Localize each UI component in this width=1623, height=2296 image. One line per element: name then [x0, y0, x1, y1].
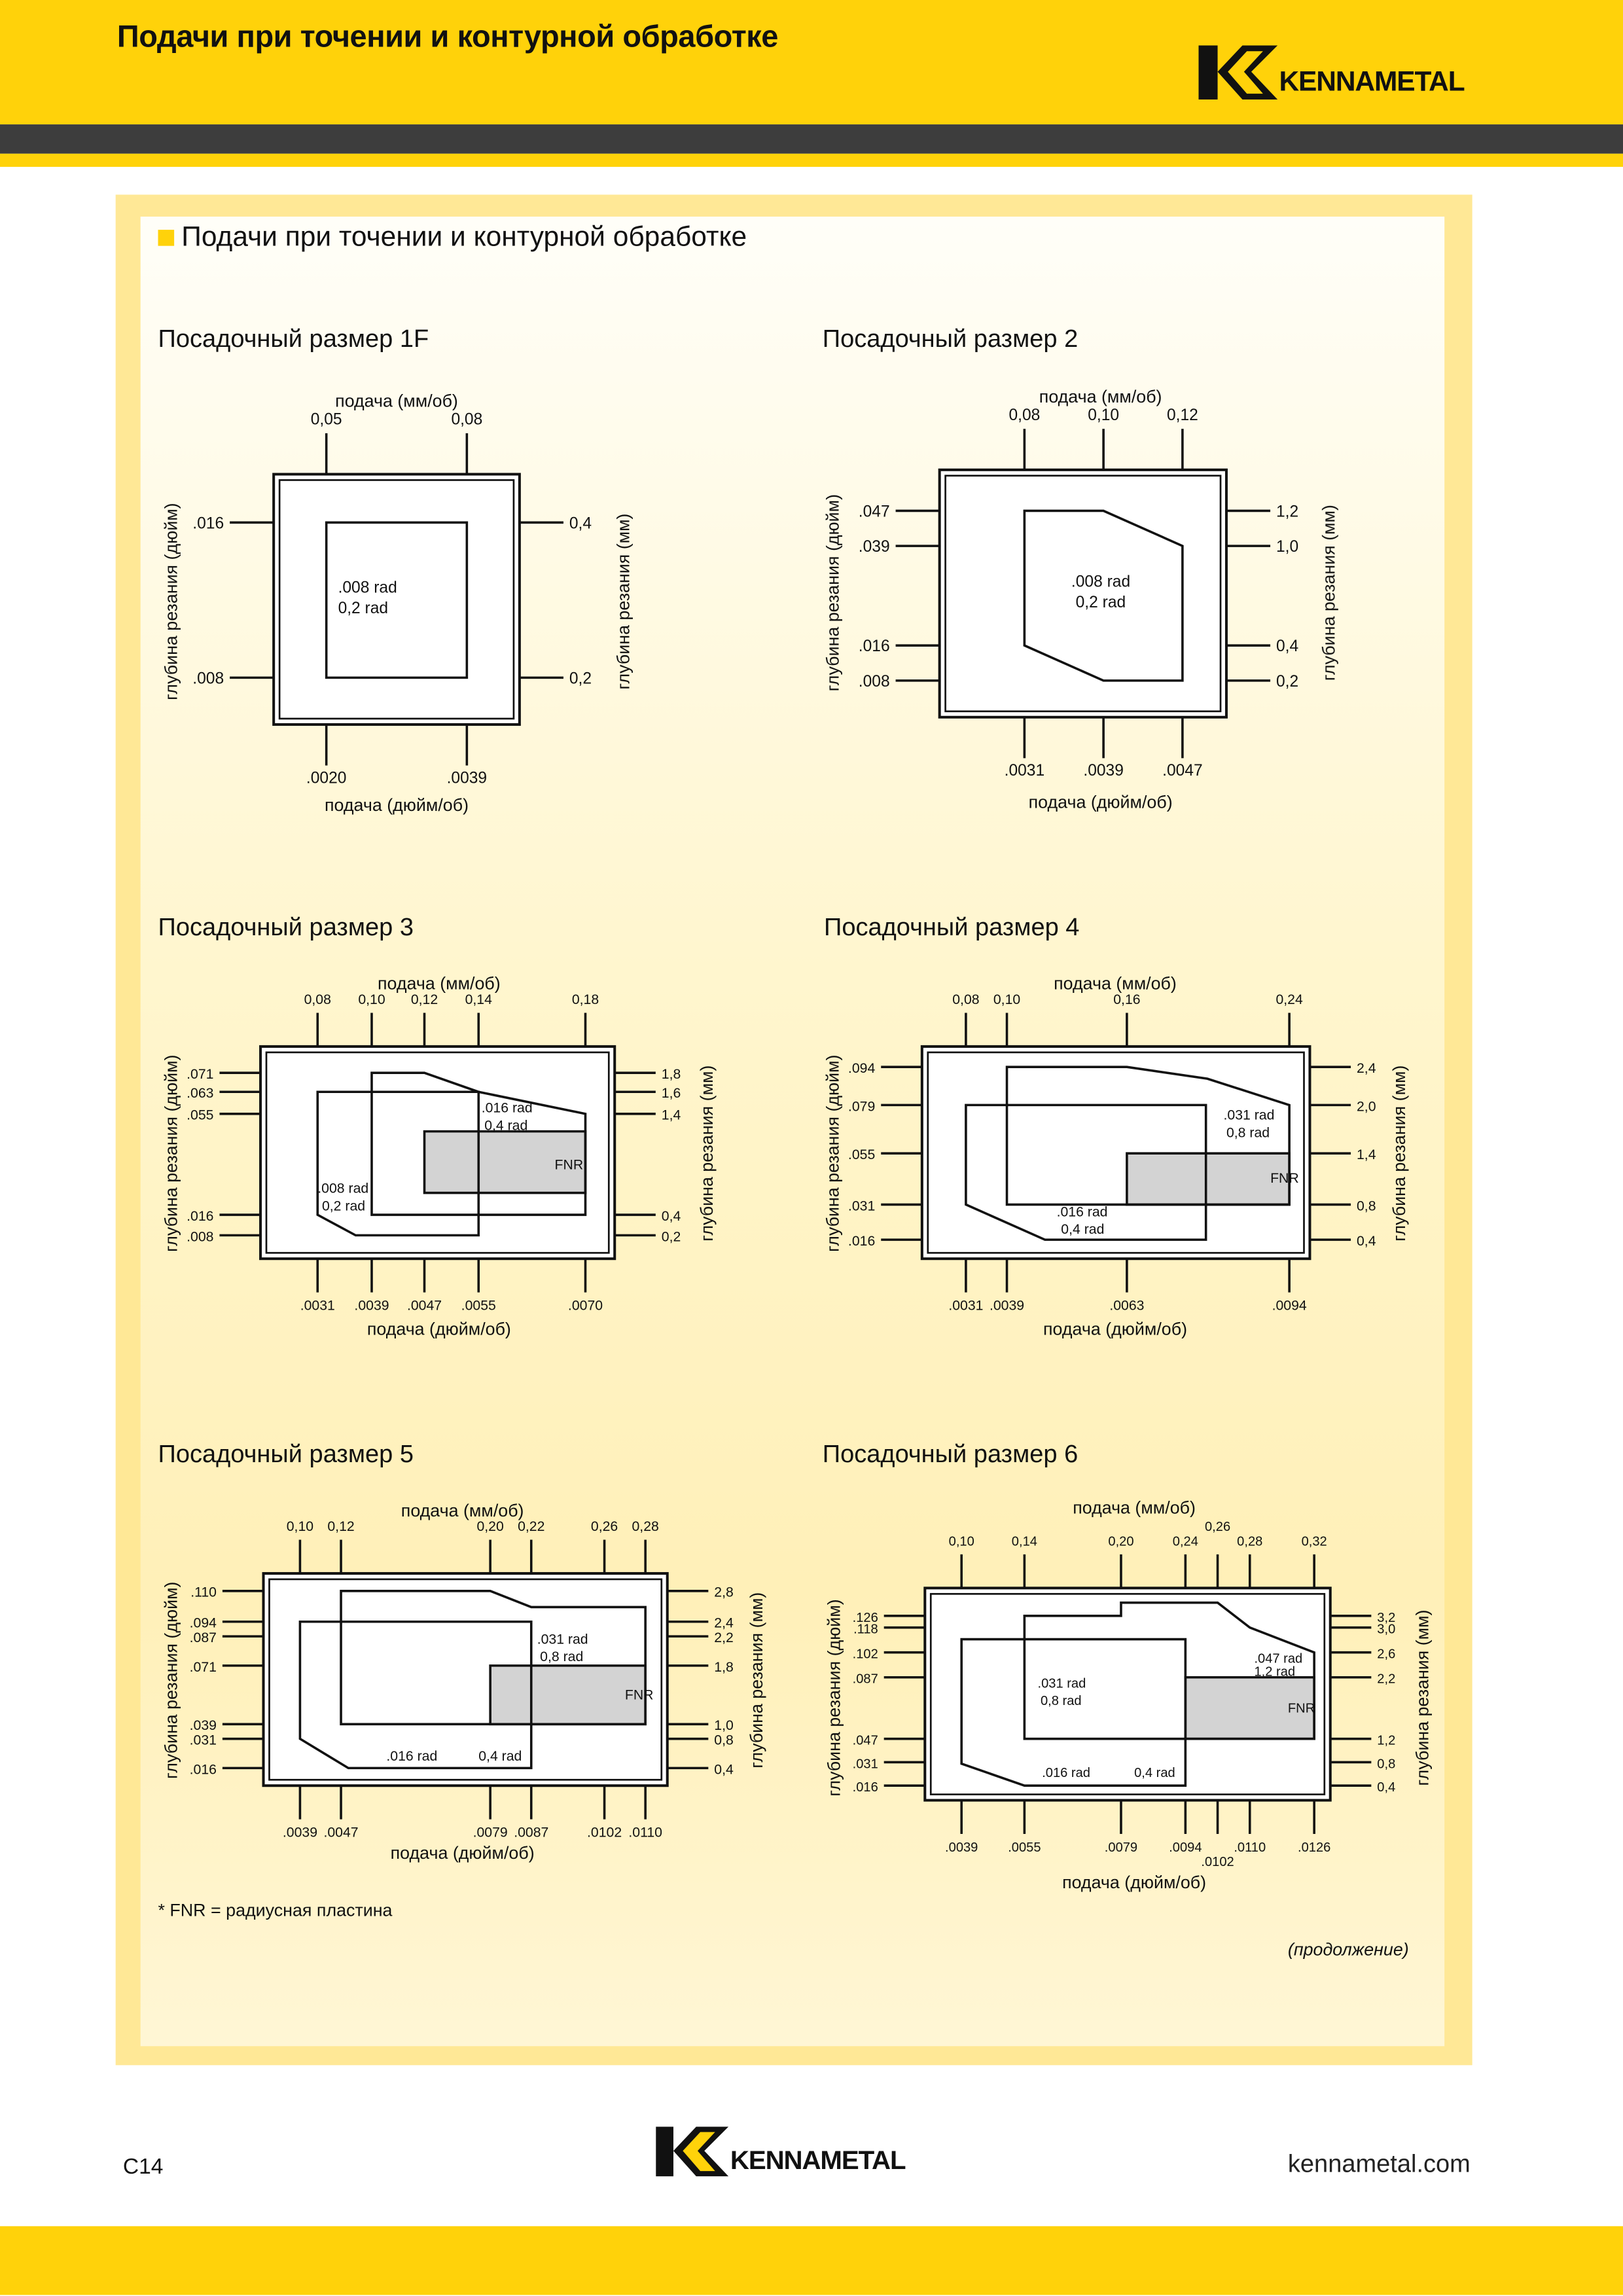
left-tick-label: .008 — [192, 670, 224, 688]
feed-mm-axis-title: подача (мм/об) — [335, 391, 458, 411]
fnr-area — [1127, 1153, 1289, 1204]
region-label: 0,2 rad — [338, 599, 389, 617]
bottom-tick-label: .0094 — [1169, 1840, 1202, 1855]
chart-title-2: Посадочный размер 2 — [822, 325, 1079, 353]
right-tick-label: 3,0 — [1377, 1622, 1396, 1637]
right-tick-label: 1,8 — [661, 1066, 681, 1083]
right-tick-label: 0,4 — [714, 1761, 734, 1778]
depth-mm-axis-title: глубина резания (мм) — [1389, 1065, 1409, 1242]
left-tick-label: .087 — [189, 1630, 217, 1646]
bottom-tick-label: .0102 — [1201, 1855, 1234, 1870]
region-label: FNR — [1270, 1170, 1299, 1186]
website-link[interactable]: kennametal.com — [1287, 2150, 1471, 2178]
footnote: * FNR = радиусная пластина — [158, 1899, 393, 1920]
chart-title-3: Посадочный размер 3 — [158, 913, 414, 941]
depth-in-axis-title: глубина резания (дюйм) — [824, 1599, 844, 1797]
right-tick-label: 0,8 — [1357, 1198, 1376, 1214]
bottom-tick-label: .0079 — [473, 1824, 508, 1840]
depth-mm-axis-title: глубина резания (мм) — [1319, 505, 1339, 681]
left-tick-label: .031 — [847, 1198, 876, 1214]
region-label: 0,8 rad — [540, 1649, 584, 1665]
right-tick-label: 2,6 — [1377, 1647, 1396, 1662]
bottom-tick-label: .0039 — [282, 1824, 318, 1840]
bottom-tick-label: .0063 — [1109, 1297, 1145, 1314]
right-tick-label: 0,8 — [1377, 1757, 1396, 1772]
right-tick-label: 2,4 — [1357, 1060, 1376, 1077]
depth-in-axis-title: глубина резания (дюйм) — [161, 503, 181, 700]
right-tick-label: 0,4 — [1276, 637, 1299, 656]
bottom-tick-label: .0070 — [567, 1297, 603, 1314]
bottom-tick-label: .0055 — [1008, 1840, 1041, 1855]
top-tick-label: 0,10 — [948, 1534, 974, 1549]
top-tick-label: 0,08 — [952, 992, 980, 1008]
bottom-tick-label: .0031 — [948, 1297, 984, 1314]
left-tick-label: .016 — [852, 1780, 878, 1795]
right-tick-label: 0,2 — [569, 670, 592, 688]
left-tick-label: .087 — [852, 1672, 878, 1687]
depth-mm-axis-title: глубина резания (мм) — [697, 1065, 717, 1242]
kennametal-footer-logo — [656, 2125, 906, 2176]
right-tick-label: 3,2 — [1377, 1610, 1396, 1625]
left-tick-label: .063 — [187, 1085, 214, 1102]
right-tick-label: 1,2 — [1377, 1733, 1396, 1748]
feed-mm-axis-title: подача (мм/об) — [1039, 386, 1162, 406]
top-tick-label: 0,18 — [571, 992, 599, 1008]
region-label: .016 rad — [1056, 1204, 1108, 1220]
right-tick-label: 1,0 — [1276, 538, 1299, 556]
top-tick-label: 0,14 — [1011, 1534, 1037, 1549]
left-tick-label: .110 — [190, 1584, 217, 1600]
left-tick-label: .016 — [847, 1233, 876, 1249]
feed-in-axis-title: подача (дюйм/об) — [366, 1319, 511, 1339]
region-label: 0,8 rad — [1226, 1124, 1270, 1141]
bottom-tick-label: .0039 — [354, 1297, 389, 1314]
top-tick-label: 0,16 — [1113, 992, 1141, 1008]
left-tick-label: .055 — [187, 1107, 214, 1123]
left-tick-label: .031 — [189, 1732, 217, 1748]
kennametal-k-icon — [656, 2126, 729, 2176]
top-tick-label: 0,14 — [465, 992, 492, 1008]
top-tick-label: 0,26 — [1204, 1520, 1231, 1535]
region-label: .031 rad — [1223, 1107, 1275, 1123]
top-tick-label: 0,12 — [327, 1518, 355, 1535]
right-tick-label: 0,4 — [1377, 1780, 1396, 1795]
chart-title-4: Посадочный размер 4 — [824, 913, 1080, 941]
right-tick-label: 1,4 — [661, 1107, 681, 1123]
top-tick-label: 0,10 — [286, 1518, 314, 1535]
depth-mm-axis-title: глубина резания (мм) — [1412, 1609, 1433, 1786]
right-tick-label: 2,8 — [714, 1584, 734, 1600]
right-tick-label: 1,2 — [1276, 503, 1299, 521]
feed-mm-axis-title: подача (мм/об) — [1073, 1498, 1196, 1518]
right-tick-label: 0,8 — [714, 1732, 734, 1748]
left-tick-label: .102 — [852, 1647, 878, 1662]
left-tick-label: .016 — [187, 1208, 214, 1225]
region-label: .008 rad — [317, 1180, 369, 1196]
right-tick-label: 2,4 — [714, 1615, 734, 1631]
right-tick-label: 2,0 — [1357, 1098, 1376, 1115]
left-tick-label: .055 — [847, 1147, 876, 1163]
bottom-tick-label: .0087 — [514, 1824, 549, 1840]
bottom-tick-label: .0047 — [1162, 762, 1203, 780]
bottom-tick-label: .0110 — [628, 1824, 662, 1840]
section-title: Подачи при точении и контурной обработке — [181, 222, 747, 253]
chart-title-5: Посадочный размер 5 — [158, 1440, 414, 1468]
left-tick-label: .118 — [853, 1622, 878, 1637]
left-tick-label: .047 — [852, 1733, 878, 1748]
top-tick-label: 0,26 — [590, 1518, 618, 1535]
right-tick-label: 2,2 — [714, 1630, 734, 1646]
left-tick-label: .016 — [189, 1761, 217, 1778]
bottom-tick-label: .0039 — [989, 1297, 1025, 1314]
chart-title-1f: Посадочный размер 1F — [158, 325, 429, 353]
continuation-note: (продолжение) — [1287, 1939, 1409, 1960]
top-tick-label: 0,08 — [451, 410, 483, 429]
bottom-tick-label: .0110 — [1234, 1840, 1266, 1855]
right-tick-label: 0,2 — [1276, 672, 1299, 691]
right-tick-label: 1,0 — [714, 1717, 734, 1734]
footer-band — [0, 2226, 1623, 2295]
right-tick-label: 0,2 — [661, 1229, 681, 1245]
page-title: Подачи при точении и контурной обработке — [116, 20, 778, 54]
bottom-tick-label: .0039 — [446, 769, 488, 787]
bottom-tick-label: .0039 — [945, 1840, 978, 1855]
region-label: .016 rad — [386, 1748, 438, 1765]
top-tick-label: 0,24 — [1172, 1534, 1198, 1549]
region-label: FNR — [554, 1157, 584, 1173]
top-tick-label: 0,08 — [1008, 406, 1041, 424]
region-label: 0,2 rad — [1075, 594, 1126, 612]
region-label: .008 rad — [1071, 573, 1131, 591]
kennametal-footer-logo-text: KENNAMETAL — [730, 2145, 906, 2176]
right-tick-label: 0,4 — [1357, 1233, 1376, 1249]
region-label: .016 rad — [481, 1100, 533, 1116]
depth-in-axis-title: глубина резания (дюйм) — [161, 1054, 181, 1252]
region-label: 0,2 rad — [321, 1198, 366, 1214]
region-label: .016 rad — [1042, 1765, 1091, 1780]
feed-in-axis-title: подача (дюйм/об) — [1028, 792, 1173, 812]
region-label: 0,4 rad — [478, 1748, 522, 1765]
top-tick-label: 0,12 — [1166, 406, 1198, 424]
feed-mm-axis-title: подача (мм/об) — [1054, 973, 1177, 994]
feed-in-axis-title: подача (дюйм/об) — [1062, 1872, 1207, 1892]
left-tick-label: .079 — [847, 1098, 876, 1115]
bottom-tick-label: .0102 — [587, 1824, 622, 1840]
top-tick-label: 0,05 — [310, 410, 342, 429]
right-tick-label: 1,8 — [714, 1659, 734, 1675]
bottom-tick-label: .0055 — [461, 1297, 496, 1314]
left-tick-label: .016 — [858, 637, 890, 656]
bottom-tick-label: .0020 — [306, 769, 347, 787]
region-label: FNR — [624, 1687, 654, 1703]
region-label: .031 rad — [537, 1631, 588, 1647]
left-tick-label: .126 — [852, 1610, 878, 1625]
top-tick-label: 0,32 — [1301, 1534, 1327, 1549]
feed-in-axis-title: подача (дюйм/об) — [325, 795, 469, 815]
top-tick-label: 0,10 — [358, 992, 385, 1008]
bottom-tick-label: .0039 — [1083, 762, 1124, 780]
right-tick-label: 1,4 — [1357, 1147, 1376, 1163]
top-tick-label: 0,10 — [1088, 406, 1120, 424]
top-tick-label: 0,12 — [410, 992, 438, 1008]
top-tick-label: 0,20 — [476, 1518, 504, 1535]
left-tick-label: .047 — [858, 503, 890, 521]
region-label: 0,8 rad — [1040, 1694, 1082, 1709]
chart-frame — [274, 475, 520, 725]
left-tick-label: .008 — [858, 672, 890, 691]
depth-in-axis-title: глубина резания (дюйм) — [823, 493, 843, 692]
feed-in-axis-title: подача (дюйм/об) — [390, 1843, 535, 1863]
region-label: FNR — [1287, 1701, 1315, 1716]
bottom-tick-label: .0126 — [1297, 1840, 1331, 1855]
feed-mm-axis-title: подача (мм/об) — [401, 1500, 524, 1520]
top-tick-label: 0,10 — [993, 992, 1021, 1008]
region-label: 0,4 rad — [1134, 1765, 1175, 1780]
depth-in-axis-title: глубина резания (дюйм) — [161, 1581, 181, 1779]
depth-mm-axis-title: глубина резания (мм) — [613, 513, 633, 690]
region-label: .031 rad — [1037, 1676, 1086, 1691]
bottom-tick-label: .0031 — [300, 1297, 335, 1314]
bottom-tick-label: .0047 — [323, 1824, 359, 1840]
top-tick-label: 0,20 — [1108, 1534, 1134, 1549]
feed-mm-axis-title: подача (мм/об) — [378, 973, 501, 994]
depth-in-axis-title: глубина резания (дюйм) — [823, 1054, 843, 1252]
bottom-tick-label: .0094 — [1272, 1297, 1307, 1314]
bottom-tick-label: .0047 — [406, 1297, 442, 1314]
bottom-tick-label: .0079 — [1104, 1840, 1138, 1855]
left-tick-label: .071 — [189, 1659, 217, 1675]
left-tick-label: .008 — [187, 1229, 214, 1245]
left-tick-label: .016 — [192, 514, 224, 533]
right-tick-label: 0,4 — [569, 514, 592, 533]
region-label: 1,2 rad — [1254, 1664, 1296, 1679]
region-label: .008 rad — [338, 579, 397, 597]
right-tick-label: 2,2 — [1377, 1672, 1396, 1687]
left-tick-label: .039 — [189, 1717, 217, 1734]
right-tick-label: 0,4 — [661, 1208, 681, 1225]
page-number: C14 — [122, 2154, 164, 2179]
top-tick-label: 0,08 — [304, 992, 331, 1008]
feed-in-axis-title: подача (дюйм/об) — [1043, 1319, 1188, 1339]
right-tick-label: 1,6 — [661, 1085, 681, 1102]
top-tick-label: 0,22 — [518, 1518, 545, 1535]
left-tick-label: .094 — [189, 1615, 217, 1631]
kennametal-logo-text: KENNAMETAL — [1279, 66, 1465, 98]
chart-title-6: Посадочный размер 6 — [822, 1440, 1079, 1468]
left-tick-label: .031 — [852, 1757, 878, 1772]
left-tick-label: .039 — [858, 538, 890, 556]
depth-mm-axis-title: глубина резания (мм) — [747, 1592, 767, 1768]
fnr-area — [490, 1666, 645, 1724]
region-label: .047 rad — [1254, 1651, 1303, 1666]
region-label: 0,4 rad — [1061, 1221, 1105, 1238]
top-tick-label: 0,28 — [1237, 1534, 1263, 1549]
left-tick-label: .071 — [187, 1066, 214, 1083]
bottom-tick-label: .0031 — [1004, 762, 1045, 780]
left-tick-label: .094 — [847, 1060, 876, 1077]
top-tick-label: 0,24 — [1275, 992, 1303, 1008]
top-tick-label: 0,28 — [632, 1518, 659, 1535]
region-label: 0,4 rad — [484, 1117, 528, 1134]
